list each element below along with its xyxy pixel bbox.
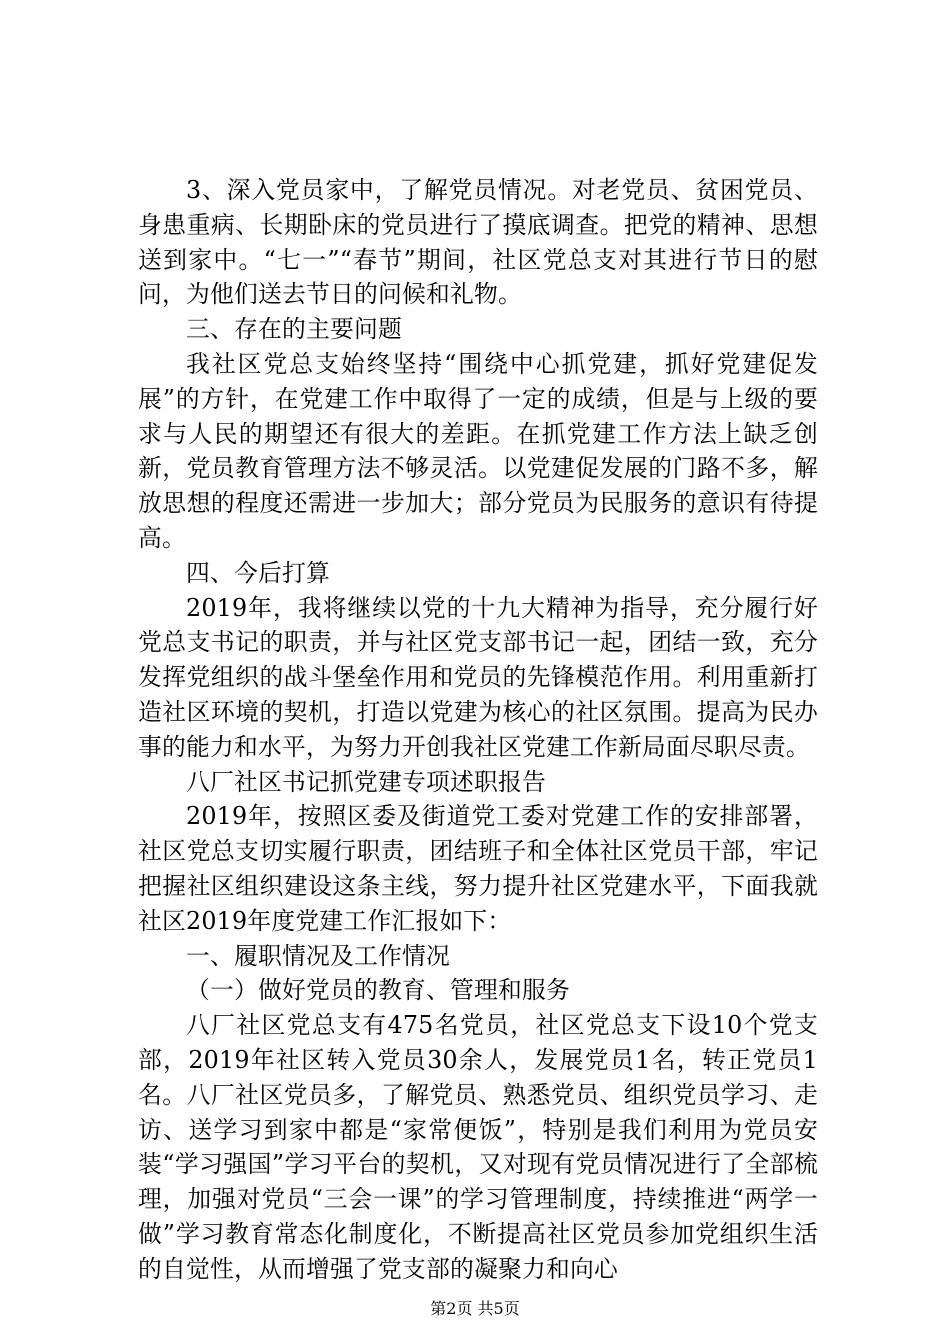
- paragraph-future-plans: 2019年，我将继续以党的十九大精神为指导，充分履行好党总支书记的职责，并与社区党支部书记一起，团结一致，充分发挥党组织的战斗堡垒作用和党员的先锋模范作用。利用重新打造社区环境的契机，打造以党建为核心的社区氛围。提高为民办事的能力和水平，为努力开创我社区党建工作新局面尽职尽责。: [138, 593, 818, 761]
- paragraph-party-members: 八厂社区党总支有475名党员，社区党总支下设10个党支部，2019年社区转入党员30余人，发展党员1名，转正党员1名。八厂社区党员多，了解党员、熟悉党员、组织党员学习、走访、送学习到家中都是“家常便饭”，特别是我们利用为党员安装“学习强国”学习平台的契机，又对现有党员情况进行了全部梳理，加强对党员“三会一课”的学习管理制度，持续推进“两学一做”学习教育常态化制度化，不断提高社区党员参加党组织生活的自觉性，从而增强了党支部的凝聚力和向心: [138, 1011, 818, 1283]
- page-number-footer: 第2页 共5页: [430, 1299, 520, 1318]
- heading-education-management: （一）做好党员的教育、管理和服务: [186, 976, 570, 1005]
- heading-duties-work: 一、履职情况及工作情况: [186, 941, 450, 970]
- heading-report-title: 八厂社区书记抓党建专项述职报告: [186, 767, 546, 796]
- paragraph-problems: 我社区党总支始终坚持“围绕中心抓党建，抓好党建促发展”的方针，在党建工作中取得了一定的成绩，但是与上级的要求与人民的期望还有很大的差距。在抓党建工作方法上缺乏创新，党员教育管理方法不够灵活。以党建促发展的门路不多，解放思想的程度还需进一步加大；部分党员为民服务的意识有待提高。: [138, 349, 818, 552]
- paragraph-visit-members: 3、深入党员家中，了解党员情况。对老党员、贫困党员、身患重病、长期卧床的党员进行了摸底调查。把党的精神、思想送到家中。“七一”“春节”期间，社区党总支对其进行节日的慰问，为他们送去节日的问候和礼物。: [138, 176, 818, 309]
- document-body: [138, 173, 818, 1287]
- heading-future-plans: 四、今后打算: [186, 558, 330, 587]
- heading-main-problems: 三、存在的主要问题: [186, 315, 402, 344]
- paragraph-report-intro: 2019年，按照区委及街道党工委对党建工作的安排部署，社区党总支切实履行职责，团结班子和全体社区党员干部，牢记把握社区组织建设这条主线，努力提升社区党建水平，下面我就社区2019年度党建工作汇报如下：: [138, 802, 818, 935]
